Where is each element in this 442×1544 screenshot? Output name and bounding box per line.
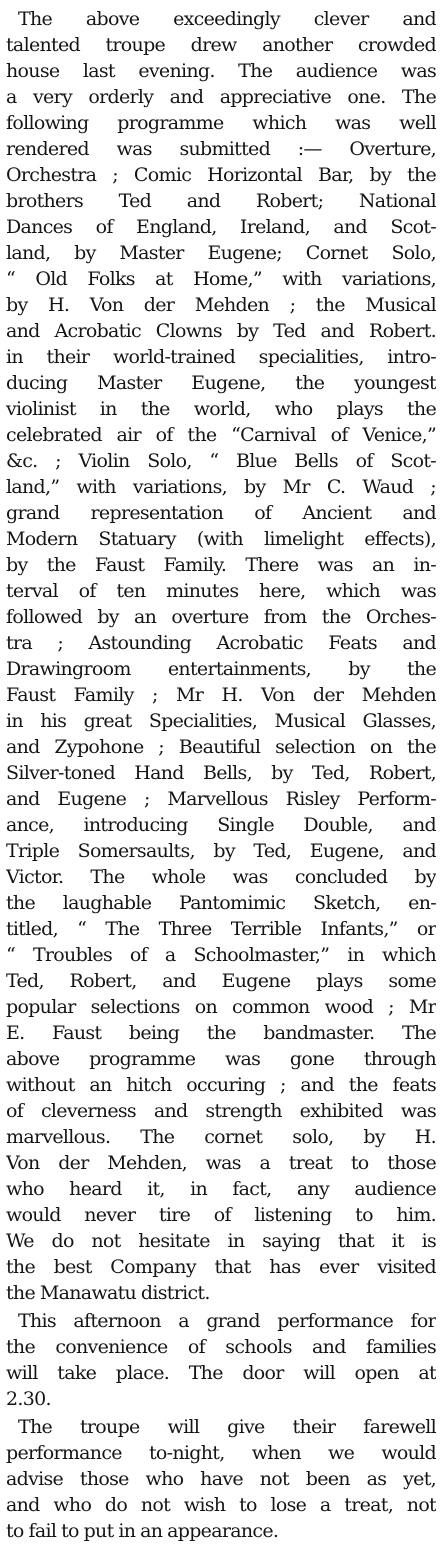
- text-line: Faust Family ; Mr H. Von der Mehden: [6, 684, 436, 706]
- paragraph-afternoon-performance: [6, 1308, 436, 1412]
- text-line: without an hitch occuring ; and the feats: [6, 1074, 436, 1096]
- text-line: in his great Specialities, Musical Glasses,: [6, 710, 436, 732]
- text-line: rendered was submitted :— Overture,: [6, 138, 436, 160]
- text-line: following programme which was well: [6, 112, 436, 134]
- text-line: and who do not wish to lose a treat, not: [6, 1494, 436, 1516]
- text-line: violinist in the world, who plays the: [6, 398, 436, 420]
- text-line: the convenience of schools and families: [6, 1336, 436, 1358]
- text-line: Drawingroom entertainments, by the: [6, 658, 436, 680]
- text-line: will take place. The door will open at: [6, 1362, 436, 1384]
- text-line: brothers Ted and Robert; National: [6, 190, 436, 212]
- text-line: ducing Master Eugene, the youngest: [6, 372, 436, 394]
- text-line: Triple Somersaults, by Ted, Eugene, and: [6, 840, 436, 862]
- text-line: Silver-toned Hand Bells, by Ted, Robert,: [6, 762, 436, 784]
- text-line: by H. Von der Mehden ; the Musical: [6, 294, 436, 316]
- text-line: above programme was gone through: [6, 1048, 436, 1070]
- text-line: advise those who have not been as yet,: [6, 1468, 436, 1490]
- text-line: to fail to put in an appearance.: [6, 1520, 279, 1542]
- article-column: [6, 6, 436, 1544]
- paragraph-troupe-review: [6, 6, 436, 1306]
- text-line: talented troupe drew another crowded: [6, 34, 436, 56]
- text-line: “ Troubles of a Schoolmaster,” in which: [6, 944, 436, 966]
- text-line: land, by Master Eugene; Cornet Solo,: [6, 242, 436, 264]
- text-line: terval of ten minutes here, which was: [6, 580, 436, 602]
- text-line: the Manawatu district.: [6, 1282, 210, 1304]
- text-line: celebrated air of the “Carnival of Venice,”: [6, 424, 436, 446]
- text-line: Ted, Robert, and Eugene plays some: [6, 970, 436, 992]
- text-line: by the Faust Family. There was an in-: [6, 554, 436, 576]
- text-line: in their world-trained specialities, intro-: [6, 346, 436, 368]
- text-line: Victor. The whole was concluded by: [6, 866, 436, 888]
- text-line: E. Faust being the bandmaster. The: [6, 1022, 436, 1044]
- text-line: This afternoon a grand performance for: [18, 1310, 436, 1332]
- text-line: house last evening. The audience was: [6, 60, 436, 82]
- text-line: titled, “ The Three Terrible Infants,” or: [6, 918, 436, 940]
- text-line: and Eugene ; Marvellous Risley Perform-: [6, 788, 436, 810]
- text-line: a very orderly and appreciative one. The: [6, 86, 436, 108]
- text-line: would never tire of listening to him.: [6, 1204, 436, 1226]
- text-line: the laughable Pantomimic Sketch, en-: [6, 892, 436, 914]
- text-line: Modern Statuary (with limelight effects),: [6, 528, 436, 550]
- text-line: “ Old Folks at Home,” with variations,: [6, 268, 436, 290]
- text-line: ance, introducing Single Double, and: [6, 814, 436, 836]
- text-line: and Zypohone ; Beautiful selection on the: [6, 736, 436, 758]
- text-line: Von der Mehden, was a treat to those: [6, 1152, 436, 1174]
- paragraph-farewell-performance: [6, 1414, 436, 1544]
- text-line: and Acrobatic Clowns by Ted and Robert.: [6, 320, 436, 342]
- text-line: Orchestra ; Comic Horizontal Bar, by the: [6, 164, 436, 186]
- text-line: 2.30.: [6, 1388, 51, 1410]
- text-line: of cleverness and strength exhibited was: [6, 1100, 436, 1122]
- text-line: The troupe will give their farewell: [18, 1416, 436, 1438]
- text-line: who heard it, in fact, any audience: [6, 1178, 436, 1200]
- text-line: popular selections on common wood ; Mr: [6, 996, 436, 1018]
- text-line: land,” with variations, by Mr C. Waud ;: [6, 476, 436, 498]
- text-line: tra ; Astounding Acrobatic Feats and: [6, 632, 436, 654]
- text-line: &c. ; Violin Solo, “ Blue Bells of Scot-: [6, 450, 436, 472]
- text-line: We do not hesitate in saying that it is: [6, 1230, 436, 1252]
- text-line: The above exceedingly clever and: [18, 8, 436, 30]
- text-line: the best Company that has ever visited: [6, 1256, 436, 1278]
- text-line: Dances of England, Ireland, and Scot-: [6, 216, 436, 238]
- text-line: grand representation of Ancient and: [6, 502, 436, 524]
- text-line: followed by an overture from the Orches-: [6, 606, 436, 628]
- text-line: performance to-night, when we would: [6, 1442, 436, 1464]
- text-line: marvellous. The cornet solo, by H.: [6, 1126, 436, 1148]
